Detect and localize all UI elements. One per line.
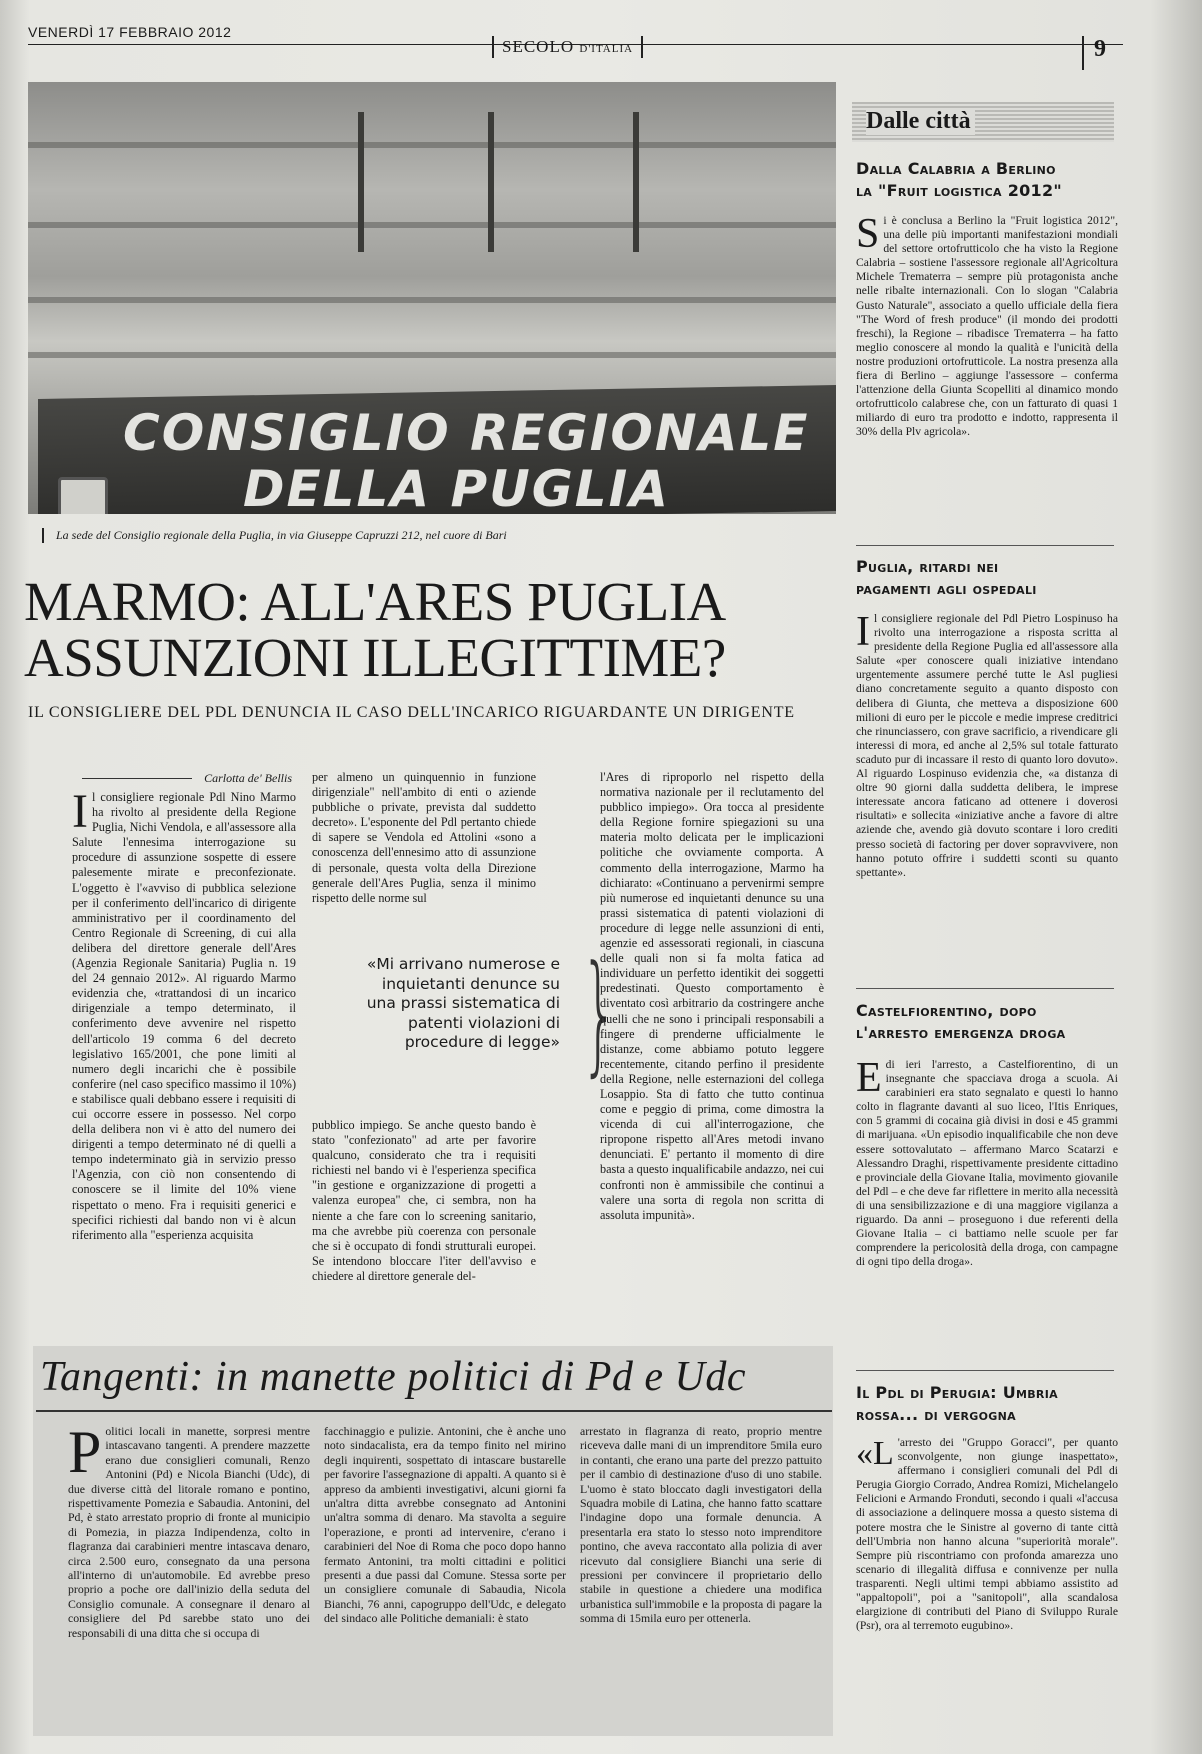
sidebar-article-1-text [856, 211, 1118, 440]
title-line: rossa... di vergogna [856, 1405, 1016, 1424]
headline-line2: ASSUNZIONI ILLEGITTIME? [24, 627, 726, 688]
title-line: Dalla Calabria a Berlino [856, 159, 1056, 178]
title-line: Castelfiorentino, dopo [856, 1001, 1037, 1020]
article-subhead: IL CONSIGLIERE DEL PDL DENUNCIA IL CASO DELL'INCARICO RIGUARDANTE UN DIRIGENTE [28, 704, 795, 721]
column-text: olitici locali in manette, sorpresi mentre intascavano tangenti. A prendere mazzette erano due consiglieri comunali, Renzo Antonini (Pd) e Nicola Bianchi (Udc), di due diverse città del litorale romano e pontino, rispettivamente Pomezia e Sabaudia. Antonini, del Pd, è stato arrestato proprio di fronte al municipio di Pomezia, in piazza Indipendenza, colto in flagranza dai carabinieri mentre intascava denaro, circa 2.500 euro, consegnato da una persona all'interno di un'automobile. Ed avrebbe preso proprio a poche ore dall'inizio della seduta del Consiglio comunale. A consegnare il denaro al consigliere del Pd sarebbe stato uno dei responsabili di una ditta che si occupa di [68, 1424, 310, 1640]
title-line: Il Pdl di Perugia: Umbria [856, 1383, 1058, 1402]
sidebar-divider [856, 545, 1114, 546]
title-line: Puglia, ritardi nei [856, 557, 999, 576]
article-text: l consigliere regionale del Pdl Pietro Lospinuso ha rivolto una interrogazione a risposta scritta al presidente della Regione Puglia ed all'assessore alla Salute «per conoscere quali iniziative intendano urgentemente assumere perché tutte le Asl pugliesi diano concretamente seguito a quanto disposto con delibera di Giunta, che metteva a disposizione 600 milioni di euro per le piccole e medie imprese creditrici che rinunciassero, con grave sacrificio, a rivendicare gli interessi di mora, ed anche al 2,5% sul totale fatturato scaduto pur di incassare il resto di quanto loro dovuto». Al riguardo Lospinuso evidenzia che, «a distanza di oltre 90 giorni dalla suddetta delibera, le imprese interessate ancora faticano ad ottenere i doverosi risultati» e sollecita «iniziative anche a favore di altre aziende che, avendo già dovuto scontare i loro crediti presso società di factoring per dover sopravvivere, non hanno potuto offrire i suddetti sconti su quanto spettante». [856, 612, 1118, 879]
drop-cap: S [856, 211, 880, 257]
title-line: la "Fruit logistica 2012" [856, 181, 1063, 200]
masthead-suffix: D'ITALIA [579, 43, 634, 55]
drop-cap: E [856, 1055, 882, 1101]
column-text: l consigliere regionale Pdl Nino Marmo ha rivolto al presidente della Regione Puglia, Nichi Vendola, e all'assessore alla Salute l'ennesima interrogazione su procedure di assunzione sospette di essere palesemente mirate e preconfezionate. L'oggetto è l'«avviso di pubblica selezione per il conferimento dell'incarico di dirigente amministrativo per il coordinamento del Centro Regionale di Screening, di cui alla delibera del direttore generale dell'Ares (Agenzia Regionale Sanitaria) Puglia n. 19 del 24 gennaio 2012». Al riguardo Marmo evidenzia che, «trattandosi di un incarico dirigenziale a tempo determinato, il conferimento deve avvenire nel rispetto dell'articolo 19 comma 6 del decreto legislativo 165/2001, che pone limiti al numero degli incarichi che è possibile conferire (nel caso specifico massimo il 10%) e stabilisce quali debbano essere i requisiti di cui occorre essere in possesso. Nel corpo della delibera non vi è atto del numero dei dirigenti a tempo determinato né di quelli a tempo indeterminato già in servizio presso l'Agenzia, con ciò non consentendo di conoscere se il limite del 10% viene rispettato o meno. Fra i requisiti generici e specifici richiesti dal bando non vi è alcun riferimento alla "esperienza acquisita [72, 790, 296, 1242]
byline: Carlotta de' Bellis [82, 771, 292, 786]
photo-caption: La sede del Consiglio regionale della Puglia, in via Giuseppe Capruzzi 212, nel cuore di Bari [42, 528, 836, 543]
tangenti-rule [36, 1410, 832, 1412]
sidebar-article-4-title [856, 1382, 1058, 1426]
article-text: di ieri l'arresto, a Castelfiorentino, di un insegnante che spacciava droga a scuola. Ai carabinieri era stato segnalato e questi lo hanno colto in flagrante davanti al suo liceo, l'Itis Enriques, con 5 grammi di cocaina già divisi in dosi e 45 grammi di marijuana. «Un episodio inqualificabile che non deve essere sottovalutato – affermano Marco Scatarzi e Alessandro Draghi, rispettivamente presidente cittadino e provinciale della Giovane Italia, movimento giovanile del Pdl – e che deve far riflettere in merito alla necessità di una sensibilizzazione e di una maggiore vigilanza a riguardo. Da anni – proseguono i due referenti della Giovane Italia – ci battiamo nelle scuole per far comprendere la pericolosità della droga, con campagne di ogni tipo della droga». [856, 1058, 1118, 1269]
sidebar-article-2-text [856, 609, 1118, 880]
region-crest-icon [58, 477, 108, 514]
tangenti-column-2: facchinaggio e pulizie. Antonini, che è anche uno noto sindacalista, era da tempo finito nel mirino degli inquirenti, sospettato di intascare bustarelle per favorire l'assegnazione di appalti. A quanto si è appreso da ambienti investigativi, alcuni giorni fa un'altra ditta avrebbe consegnato ad Antonini un'altra somma di denaro. Ma stavolta a seguire l'operazione, e pronti ad intervenire, c'erano i carabinieri del Noe di Roma che poco dopo hanno fermato Antonini, tra molti cittadini e politici presenti a due passi dal Comune. Stessa sorte per un consigliere comunale di Sabaudia, Nicola Bianchi, 76 anni, capogruppo dell'Udc, e delegato del sindaco alle Politiche demaniali: è stato [324, 1424, 566, 1626]
header-date: VENERDÌ 17 FEBBRAIO 2012 [28, 24, 232, 40]
article-headline [24, 571, 844, 688]
headline-line1: MARMO: ALL'ARES PUGLIA [24, 571, 726, 632]
masthead-name: SECOLO [502, 37, 575, 56]
sidebar-heading-text: Dalle città [866, 108, 975, 135]
page-number: 9 [1082, 36, 1106, 70]
drop-cap: I [72, 785, 88, 838]
article-column-2a: per almeno un quinquennio in funzione dirigenziale" nell'ambito di enti o aziende pubbliche o private, prevista dal suddetto decreto». L'esponente del Pdl pertanto chiede di sapere se Vendola ed Attolini «sono a conoscenza dell'ennesimo atto di assunzione di personale, questa volta della Direzione generale dell'Ares Puglia, senza il minimo rispetto delle norme sul [312, 770, 536, 905]
drop-cap: «L [856, 1435, 894, 1472]
article-column-3: l'Ares di riproporlo nel rispetto della normativa nazionale per il reclutamento del pubblico impiego». Ora tocca al presidente della Regione fornire spiegazioni su una materia molto delicata per le implicazioni politiche che ovviamente comporta. A commento della interrogazione, Marmo ha dichiarato: «Continuano a pervenirmi sempre più numerose ed inquietanti denunce su una prassi sistematica di patenti violazioni di procedure di legge nelle assunzioni di enti, agenzie ed assessorati regionali, in ciascuna delle quali non si fa molta fatica ad individuare un perfetto identikit dei soggetti predestinati. Questo comportamento è diventato così arbitrario da costringere anche quelli che ne sono i principali responsabili a fingere di prenderne ufficialmente le distanze, come abbiamo potuto leggere recentemente, citando perfino il presidente della Regione, nelle esternazioni del collega Losappio. Sta di fatto che tutto continua come e peggio di prima, come dimostra la vicenda di cui all'interrogazione, che ripropone rispetto all'Ares metodi invano denunciati. E' pertanto il momento di dire basta a questo inqualificabile andazzo, nei cui confronti non è ammissibile che continui a valere una sorta di regola non scritta di assoluta impunità». [600, 770, 824, 1222]
sidebar-article-3-text [856, 1055, 1118, 1269]
tangenti-headline: Tangenti: in manette politici di Pd e Udc [40, 1354, 747, 1400]
building-photo [28, 82, 836, 514]
sidebar-article-1-title [856, 158, 1062, 202]
title-line: l'arresto emergenza droga [856, 1023, 1066, 1042]
banner-text-line2: DELLA PUGLIA [243, 460, 670, 514]
brace-icon: } [580, 937, 618, 1089]
article-text: 'arresto dei "Gruppo Goracci", per quanto sconvolgente, non giunge inaspettato», affermano i consiglieri comunali del Pdl di Perugia Giorgio Corrado, Andrea Romizi, Michelangelo Felicioni e Armando Fronduti, secondo i quali «l'accusa di associazione a delinquere mossa a questo sistema di potere mostra che le Sinistre al governo di tante città dell'Umbria non hanno alcuna "superiorità morale". Sempre più riscontriamo con profonda amarezza uno scenario di illegalità diffusa e connivenze per nulla trasparenti. Negli ultimi tempi abbiamo assistito ad "appaltopoli", poi a "sanitopoli", alla scandalosa elargizione di contributi del Piano di Sviluppo Rurale (Psr), ora al terremoto eugubino». [856, 1436, 1118, 1633]
article-text: i è conclusa a Berlino la "Fruit logistica 2012", una delle più importanti manifestazioni mondiali del settore ortofrutticolo che ha visto la Regione Calabria – sostiene l'assessore regionale all'Agricoltura Michele Trematerra – sempre più protagonista anche nelle ribalte internazionali. Con lo slogan "Calabria Gusto Naturale", associato a quello ufficiale della fiera "The Word of fresh produce" (il mondo dei prodotti freschi), la Regione – ribadisce Trematerra – ha fatto meglio conoscere al mondo la qualità e l'unicità della nostre produzioni ortofrutticole. La nostra presenza alla fiera di Berlino – aggiunge l'assessore – conferma l'attenzione della Giunta Scopelliti al dinamico mondo ortofrutticolo calabrese che, con un fatturato di quasi 1 miliardo di euro tra prodotto e indotto, rappresenta il 30% della Plv agricola». [856, 214, 1118, 439]
article-column-2b: pubblico impiego. Se anche questo bando è stato "confezionato" ad arte per favorire qualcuno, considerato che tra i requisiti richiesti nel bando vi è l'esperienza specifica "in gestione e organizzazione di progetti a valenza europea" che, ci sembra, non ha niente a che fare con lo screening sanitario, ma che avrebbe più coerenza con personale che si è occupato di fondi strutturali europei. Se intendono bloccare l'iter dell'avviso e chiedere al direttore generale del- [312, 1118, 536, 1283]
article-column-1 [72, 785, 296, 1243]
sidebar-heading [852, 102, 1114, 142]
sidebar-article-4-text [856, 1436, 1118, 1633]
sidebar-article-3-title [856, 1000, 1065, 1044]
sidebar-divider [856, 988, 1114, 989]
sidebar-divider [856, 1370, 1114, 1371]
drop-cap: I [856, 609, 870, 655]
masthead [492, 36, 643, 58]
sidebar-article-2-title [856, 556, 1037, 600]
banner-text-line1: CONSIGLIO REGIONALE [123, 404, 810, 462]
drop-cap: P [68, 1419, 102, 1485]
pull-quote: «Mi arrivano numerose e inquietanti denunce su una prassi sistematica di patenti violazioni di procedure di legge» [366, 955, 560, 1051]
title-line: pagamenti agli ospedali [856, 579, 1037, 598]
tangenti-column-1 [68, 1419, 310, 1640]
tangenti-column-3: arrestato in flagranza di reato, proprio mentre riceveva dalle mani di un imprenditore 5mila euro in contanti, che erano una parte del prezzo pattuito per il cambio di destinazione d'uso di uno stabile. L'uomo è stato bloccato dagli investigatori della Squadra mobile di Latina, che hanno fatto scattare l'indagine dopo una formale denuncia. A presentarla era stato lo stesso noto imprenditore pontino, che aveva raccontato alla polizia di aver ricevuto dal consigliere Bianchi una serie di pressioni per convincere il proprietario dello stabile in questione a chiedere una modifica urbanistica sull'immobile e la proposta di pagare la somma di 15mila euro per ottenerla. [580, 1424, 822, 1626]
